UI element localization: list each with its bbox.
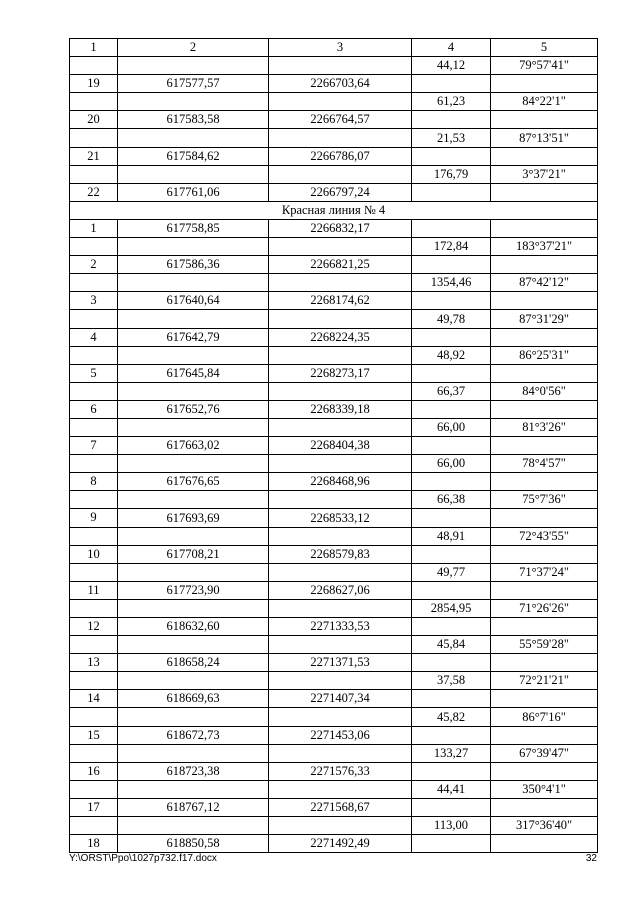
empty-cell	[70, 346, 118, 364]
point-number-cell: 20	[70, 111, 118, 129]
empty-cell	[118, 599, 269, 617]
y-coordinate-cell: 2268224,35	[269, 328, 412, 346]
empty-cell	[491, 762, 598, 780]
empty-cell	[269, 418, 412, 436]
table-row	[70, 744, 598, 762]
empty-cell	[269, 708, 412, 726]
empty-cell	[118, 455, 269, 473]
bearing-cell: 183°37'21"	[491, 238, 598, 256]
empty-cell	[70, 310, 118, 328]
empty-cell	[269, 165, 412, 183]
empty-cell	[269, 527, 412, 545]
length-cell: 66,00	[412, 455, 491, 473]
empty-cell	[491, 183, 598, 201]
y-coordinate-cell: 2271453,06	[269, 726, 412, 744]
empty-cell	[491, 147, 598, 165]
length-cell: 44,41	[412, 780, 491, 798]
table-row	[70, 817, 598, 835]
empty-cell	[70, 491, 118, 509]
point-number-cell: 1	[70, 219, 118, 237]
empty-cell	[70, 129, 118, 147]
x-coordinate-cell: 617761,06	[118, 183, 269, 201]
bearing-cell: 71°26'26"	[491, 599, 598, 617]
empty-cell	[491, 545, 598, 563]
y-coordinate-cell: 2268174,62	[269, 292, 412, 310]
table-header-row	[70, 39, 598, 57]
table-row	[70, 563, 598, 581]
empty-cell	[269, 238, 412, 256]
table-row	[70, 545, 598, 563]
x-coordinate-cell: 617693,69	[118, 509, 269, 527]
empty-cell	[70, 238, 118, 256]
length-cell: 48,91	[412, 527, 491, 545]
y-coordinate-cell: 2266797,24	[269, 183, 412, 201]
empty-cell	[70, 599, 118, 617]
bearing-cell: 87°13'51"	[491, 129, 598, 147]
empty-cell	[412, 726, 491, 744]
empty-cell	[70, 165, 118, 183]
point-number-cell: 15	[70, 726, 118, 744]
table-row	[70, 726, 598, 744]
empty-cell	[269, 599, 412, 617]
empty-cell	[70, 455, 118, 473]
empty-cell	[118, 382, 269, 400]
table-row	[70, 491, 598, 509]
table-row	[70, 238, 598, 256]
empty-cell	[118, 274, 269, 292]
y-coordinate-cell: 2268627,06	[269, 581, 412, 599]
table-row	[70, 835, 598, 853]
empty-cell	[118, 310, 269, 328]
footer-file-path: Y:\ORST\Ppo\1027p732.f17.docx	[69, 853, 217, 864]
empty-cell	[491, 798, 598, 816]
point-number-cell: 18	[70, 835, 118, 853]
empty-cell	[118, 672, 269, 690]
table-row	[70, 798, 598, 816]
bearing-cell: 84°22'1"	[491, 93, 598, 111]
bearing-cell: 75°7'36"	[491, 491, 598, 509]
table-row	[70, 75, 598, 93]
table-row	[70, 292, 598, 310]
x-coordinate-cell: 617640,64	[118, 292, 269, 310]
empty-cell	[269, 93, 412, 111]
empty-cell	[412, 690, 491, 708]
x-coordinate-cell: 618767,12	[118, 798, 269, 816]
x-coordinate-cell: 618672,73	[118, 726, 269, 744]
y-coordinate-cell: 2266703,64	[269, 75, 412, 93]
y-coordinate-cell: 2268579,83	[269, 545, 412, 563]
table-row	[70, 400, 598, 418]
coordinates-table	[69, 38, 598, 853]
empty-cell	[118, 636, 269, 654]
y-coordinate-cell: 2271333,53	[269, 618, 412, 636]
empty-cell	[70, 672, 118, 690]
length-cell: 176,79	[412, 165, 491, 183]
empty-cell	[412, 762, 491, 780]
y-coordinate-cell: 2268339,18	[269, 400, 412, 418]
bearing-cell: 3°37'21"	[491, 165, 598, 183]
point-number-cell: 2	[70, 256, 118, 274]
x-coordinate-cell: 618669,63	[118, 690, 269, 708]
point-number-cell: 22	[70, 183, 118, 201]
y-coordinate-cell: 2268404,38	[269, 437, 412, 455]
empty-cell	[412, 581, 491, 599]
empty-cell	[70, 57, 118, 75]
y-coordinate-cell: 2266764,57	[269, 111, 412, 129]
empty-cell	[491, 654, 598, 672]
table-row	[70, 618, 598, 636]
empty-cell	[491, 328, 598, 346]
empty-cell	[269, 129, 412, 147]
y-coordinate-cell: 2266821,25	[269, 256, 412, 274]
point-number-cell: 9	[70, 509, 118, 527]
bearing-cell: 78°4'57"	[491, 455, 598, 473]
empty-cell	[118, 491, 269, 509]
empty-cell	[491, 364, 598, 382]
empty-cell	[491, 256, 598, 274]
table-row	[70, 93, 598, 111]
empty-cell	[70, 636, 118, 654]
table-row	[70, 382, 598, 400]
empty-cell	[269, 780, 412, 798]
header-col-5: 5	[491, 39, 598, 57]
empty-cell	[118, 418, 269, 436]
empty-cell	[118, 780, 269, 798]
empty-cell	[118, 57, 269, 75]
table-row	[70, 364, 598, 382]
empty-cell	[269, 563, 412, 581]
bearing-cell: 84°0'56"	[491, 382, 598, 400]
empty-cell	[412, 798, 491, 816]
empty-cell	[70, 274, 118, 292]
x-coordinate-cell: 617577,57	[118, 75, 269, 93]
table-row	[70, 418, 598, 436]
table-row	[70, 690, 598, 708]
empty-cell	[412, 654, 491, 672]
empty-cell	[269, 310, 412, 328]
length-cell: 48,92	[412, 346, 491, 364]
table-row	[70, 636, 598, 654]
empty-cell	[412, 219, 491, 237]
empty-cell	[491, 726, 598, 744]
point-number-cell: 8	[70, 473, 118, 491]
x-coordinate-cell: 617652,76	[118, 400, 269, 418]
empty-cell	[412, 256, 491, 274]
point-number-cell: 21	[70, 147, 118, 165]
empty-cell	[491, 400, 598, 418]
point-number-cell: 4	[70, 328, 118, 346]
empty-cell	[491, 581, 598, 599]
x-coordinate-cell: 618723,38	[118, 762, 269, 780]
point-number-cell: 10	[70, 545, 118, 563]
table-row	[70, 346, 598, 364]
length-cell: 21,53	[412, 129, 491, 147]
point-number-cell: 11	[70, 581, 118, 599]
x-coordinate-cell: 617583,58	[118, 111, 269, 129]
empty-cell	[412, 835, 491, 853]
point-number-cell: 17	[70, 798, 118, 816]
empty-cell	[491, 835, 598, 853]
x-coordinate-cell: 617584,62	[118, 147, 269, 165]
empty-cell	[118, 744, 269, 762]
length-cell: 49,77	[412, 563, 491, 581]
y-coordinate-cell: 2268273,17	[269, 364, 412, 382]
empty-cell	[412, 328, 491, 346]
empty-cell	[269, 636, 412, 654]
empty-cell	[70, 780, 118, 798]
bearing-cell: 87°31'29"	[491, 310, 598, 328]
empty-cell	[118, 708, 269, 726]
empty-cell	[412, 545, 491, 563]
empty-cell	[118, 817, 269, 835]
table-row	[70, 672, 598, 690]
empty-cell	[412, 509, 491, 527]
empty-cell	[491, 690, 598, 708]
point-number-cell: 12	[70, 618, 118, 636]
empty-cell	[412, 364, 491, 382]
length-cell: 44,12	[412, 57, 491, 75]
y-coordinate-cell: 2271407,34	[269, 690, 412, 708]
x-coordinate-cell: 618658,24	[118, 654, 269, 672]
table-body	[70, 57, 598, 853]
y-coordinate-cell: 2266832,17	[269, 219, 412, 237]
bearing-cell: 317°36'40"	[491, 817, 598, 835]
length-cell: 66,00	[412, 418, 491, 436]
y-coordinate-cell: 2271568,67	[269, 798, 412, 816]
bearing-cell: 72°43'55"	[491, 527, 598, 545]
empty-cell	[118, 165, 269, 183]
empty-cell	[491, 618, 598, 636]
empty-cell	[269, 491, 412, 509]
length-cell: 45,84	[412, 636, 491, 654]
empty-cell	[412, 75, 491, 93]
y-coordinate-cell: 2271576,33	[269, 762, 412, 780]
empty-cell	[118, 93, 269, 111]
table-row	[70, 473, 598, 491]
header-col-4: 4	[412, 39, 491, 57]
table-row	[70, 708, 598, 726]
empty-cell	[412, 400, 491, 418]
empty-cell	[491, 509, 598, 527]
empty-cell	[118, 527, 269, 545]
point-number-cell: 7	[70, 437, 118, 455]
empty-cell	[118, 129, 269, 147]
header-col-3: 3	[269, 39, 412, 57]
x-coordinate-cell: 618850,58	[118, 835, 269, 853]
point-number-cell: 14	[70, 690, 118, 708]
empty-cell	[491, 219, 598, 237]
bearing-cell: 86°7'16"	[491, 708, 598, 726]
table-row	[70, 183, 598, 201]
empty-cell	[118, 563, 269, 581]
bearing-cell: 81°3'26"	[491, 418, 598, 436]
table-row	[70, 527, 598, 545]
bearing-cell: 79°57'41"	[491, 57, 598, 75]
empty-cell	[412, 147, 491, 165]
empty-cell	[491, 75, 598, 93]
empty-cell	[412, 618, 491, 636]
length-cell: 45,82	[412, 708, 491, 726]
bearing-cell: 71°37'24"	[491, 563, 598, 581]
x-coordinate-cell: 617723,90	[118, 581, 269, 599]
empty-cell	[491, 111, 598, 129]
table-row	[70, 310, 598, 328]
table-row	[70, 581, 598, 599]
table-row	[70, 165, 598, 183]
empty-cell	[269, 274, 412, 292]
length-cell: 37,58	[412, 672, 491, 690]
table-row	[70, 654, 598, 672]
x-coordinate-cell: 617758,85	[118, 219, 269, 237]
empty-cell	[269, 455, 412, 473]
table-row	[70, 147, 598, 165]
empty-cell	[491, 473, 598, 491]
empty-cell	[70, 382, 118, 400]
point-number-cell: 19	[70, 75, 118, 93]
table-row	[70, 509, 598, 527]
empty-cell	[70, 93, 118, 111]
empty-cell	[412, 473, 491, 491]
length-cell: 133,27	[412, 744, 491, 762]
table-row	[70, 455, 598, 473]
empty-cell	[491, 292, 598, 310]
empty-cell	[118, 238, 269, 256]
empty-cell	[269, 817, 412, 835]
section-heading-row	[70, 201, 598, 219]
empty-cell	[269, 744, 412, 762]
empty-cell	[70, 817, 118, 835]
empty-cell	[70, 527, 118, 545]
length-cell: 1354,46	[412, 274, 491, 292]
empty-cell	[269, 57, 412, 75]
table-row	[70, 599, 598, 617]
empty-cell	[70, 418, 118, 436]
x-coordinate-cell: 618632,60	[118, 618, 269, 636]
empty-cell	[70, 708, 118, 726]
bearing-cell: 87°42'12"	[491, 274, 598, 292]
empty-cell	[491, 437, 598, 455]
table-row	[70, 219, 598, 237]
point-number-cell: 5	[70, 364, 118, 382]
empty-cell	[412, 437, 491, 455]
length-cell: 172,84	[412, 238, 491, 256]
table-row	[70, 437, 598, 455]
table-row	[70, 762, 598, 780]
length-cell: 61,23	[412, 93, 491, 111]
empty-cell	[412, 111, 491, 129]
empty-cell	[269, 672, 412, 690]
empty-cell	[412, 292, 491, 310]
point-number-cell: 3	[70, 292, 118, 310]
table-row	[70, 328, 598, 346]
bearing-cell: 86°25'31"	[491, 346, 598, 364]
length-cell: 2854,95	[412, 599, 491, 617]
length-cell: 113,00	[412, 817, 491, 835]
length-cell: 66,38	[412, 491, 491, 509]
empty-cell	[412, 183, 491, 201]
empty-cell	[269, 346, 412, 364]
y-coordinate-cell: 2271492,49	[269, 835, 412, 853]
empty-cell	[269, 382, 412, 400]
table-row	[70, 780, 598, 798]
length-cell: 66,37	[412, 382, 491, 400]
length-cell: 49,78	[412, 310, 491, 328]
bearing-cell: 55°59'28"	[491, 636, 598, 654]
x-coordinate-cell: 617663,02	[118, 437, 269, 455]
table-row	[70, 57, 598, 75]
empty-cell	[70, 563, 118, 581]
table-row	[70, 129, 598, 147]
y-coordinate-cell: 2266786,07	[269, 147, 412, 165]
page-number: 32	[585, 853, 597, 864]
table-row	[70, 111, 598, 129]
x-coordinate-cell: 617676,65	[118, 473, 269, 491]
bearing-cell: 72°21'21"	[491, 672, 598, 690]
bearing-cell: 67°39'47"	[491, 744, 598, 762]
table-row	[70, 274, 598, 292]
header-col-2: 2	[118, 39, 269, 57]
empty-cell	[118, 346, 269, 364]
x-coordinate-cell: 617586,36	[118, 256, 269, 274]
point-number-cell: 13	[70, 654, 118, 672]
bearing-cell: 350°4'1"	[491, 780, 598, 798]
section-heading: Красная линия № 4	[70, 201, 598, 219]
point-number-cell: 6	[70, 400, 118, 418]
table-row	[70, 256, 598, 274]
x-coordinate-cell: 617708,21	[118, 545, 269, 563]
x-coordinate-cell: 617645,84	[118, 364, 269, 382]
y-coordinate-cell: 2268533,12	[269, 509, 412, 527]
header-col-1: 1	[70, 39, 118, 57]
point-number-cell: 16	[70, 762, 118, 780]
y-coordinate-cell: 2271371,53	[269, 654, 412, 672]
x-coordinate-cell: 617642,79	[118, 328, 269, 346]
empty-cell	[70, 744, 118, 762]
y-coordinate-cell: 2268468,96	[269, 473, 412, 491]
